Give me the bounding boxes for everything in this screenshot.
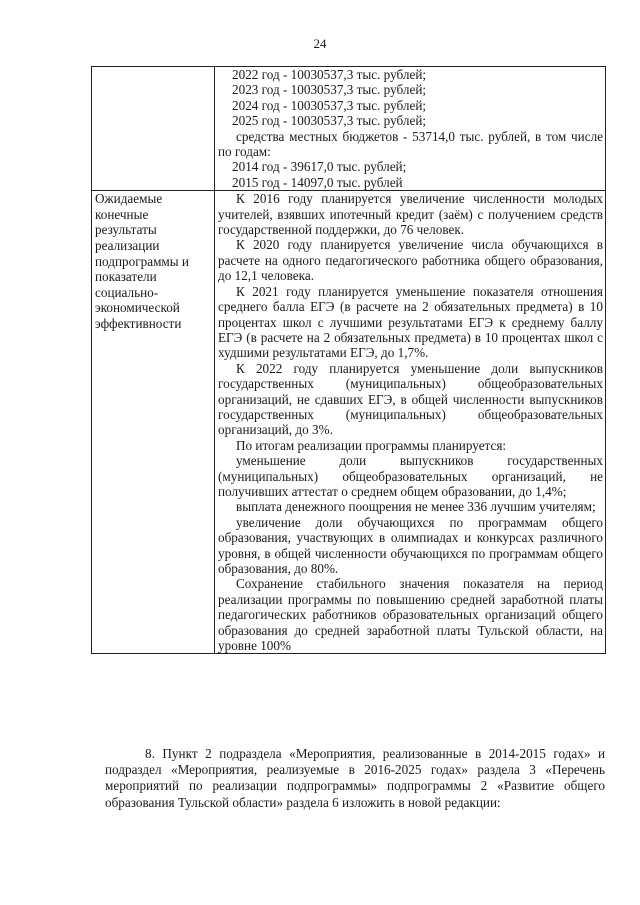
results-value-cell	[215, 191, 606, 654]
local-budget-total: средства местных бюджетов - 53714,0 тыс. рублей, в том числе по годам:	[218, 128, 603, 160]
funding-label-cell	[92, 67, 215, 191]
funding-value-cell	[215, 67, 606, 191]
passport-table	[91, 66, 606, 654]
results-label-cell	[92, 191, 215, 654]
result-paragraph-summary: По итогам реализации программы планируется:	[236, 437, 507, 453]
funding-year-2025: 2025 год - 10030537,3 тыс. рублей;	[232, 113, 427, 129]
results-label-line: экономической	[95, 300, 180, 316]
funding-year-2023: 2023 год - 10030537,3 тыс. рублей;	[232, 82, 427, 98]
results-label-line: подпрограммы и	[95, 253, 189, 269]
results-label-line: конечные	[95, 206, 149, 222]
results-label-line: показатели	[95, 269, 157, 285]
result-paragraph-2020: К 2020 году планируется увеличение числа обучающихся в расчете на одного педагогического работника общего образования, до 12,1 человека.	[218, 237, 603, 284]
results-label-line: эффективности	[95, 316, 182, 331]
results-label-line: результаты	[95, 222, 157, 238]
local-year-2014: 2014 год - 39617,0 тыс. рублей;	[232, 159, 407, 175]
result-paragraph-salary: Сохранение стабильного значения показателя на период реализации программы по повышению средней заработной платы педагогических работников образовательных организаций общего образования до средней заработной платы Тульской области, на уровне 100%	[218, 576, 603, 654]
funding-row	[92, 67, 606, 191]
results-label-line: социально-	[95, 284, 159, 300]
local-year-2015: 2015 год - 14097,0 тыс. рублей	[232, 174, 403, 190]
result-paragraph-no-certificate: уменьшение доли выпускников государственных (муниципальных) общеобразовательных организаций, не получивших аттестат о среднем общем образовании, до 1,4%;	[218, 453, 603, 499]
funding-year-2024: 2024 год - 10030537,3 тыс. рублей;	[232, 97, 427, 113]
funding-year-2022: 2022 год - 10030537,3 тыс. рублей;	[232, 67, 427, 82]
result-paragraph-olympiads: увеличение доли обучающихся по программам общего образования, участвующих в олимпиадах и конкурсах различного уровня, в общей численности обучающихся по программам общего образования, до 80%.	[218, 514, 603, 576]
amendment-paragraph: 8. Пункт 2 подраздела «Мероприятия, реализованные в 2014-2015 годах» и подраздел «Мероприятия, реализуемые в 2016-2025 годах» раздела 3 «Перечень мероприятий по реализации подпрограммы» подпрограммы 2 «Развитие общего образования Тульской области» раздела 6 изложить в новой редакции:	[105, 746, 605, 810]
results-label-line: реализации	[95, 238, 160, 254]
result-paragraph-2022: К 2022 году планируется уменьшение доли выпускников государственных (муниципальных) общеобразовательных организаций, не сдавших ЕГЭ, в общей численности выпускников государственных (муниципальных) общеобразовательных организаций, до 3%.	[218, 360, 603, 438]
results-label-line: Ожидаемые	[95, 191, 163, 207]
result-paragraph-2016: К 2016 году планируется увеличение численности молодых учителей, взявших ипотечный кредит (заём) с получением средств государственной поддержки, до 76 человек.	[218, 191, 603, 238]
results-row	[92, 191, 606, 654]
page-number: 24	[313, 36, 327, 51]
result-paragraph-2021: К 2021 году планируется уменьшение показателя отношения среднего балла ЕГЭ (в расчете на 2 обязательных предмета) в 10 процентах школ с лучшими результатами ЕГЭ к среднему баллу ЕГЭ (в расчете на 2 обязательных предмета) в 10 процентах школ с худшими результатами ЕГЭ, до 1,7%.	[218, 283, 603, 361]
result-paragraph-bonus: выплата денежного поощрения не менее 336 лучшим учителям;	[236, 499, 596, 515]
